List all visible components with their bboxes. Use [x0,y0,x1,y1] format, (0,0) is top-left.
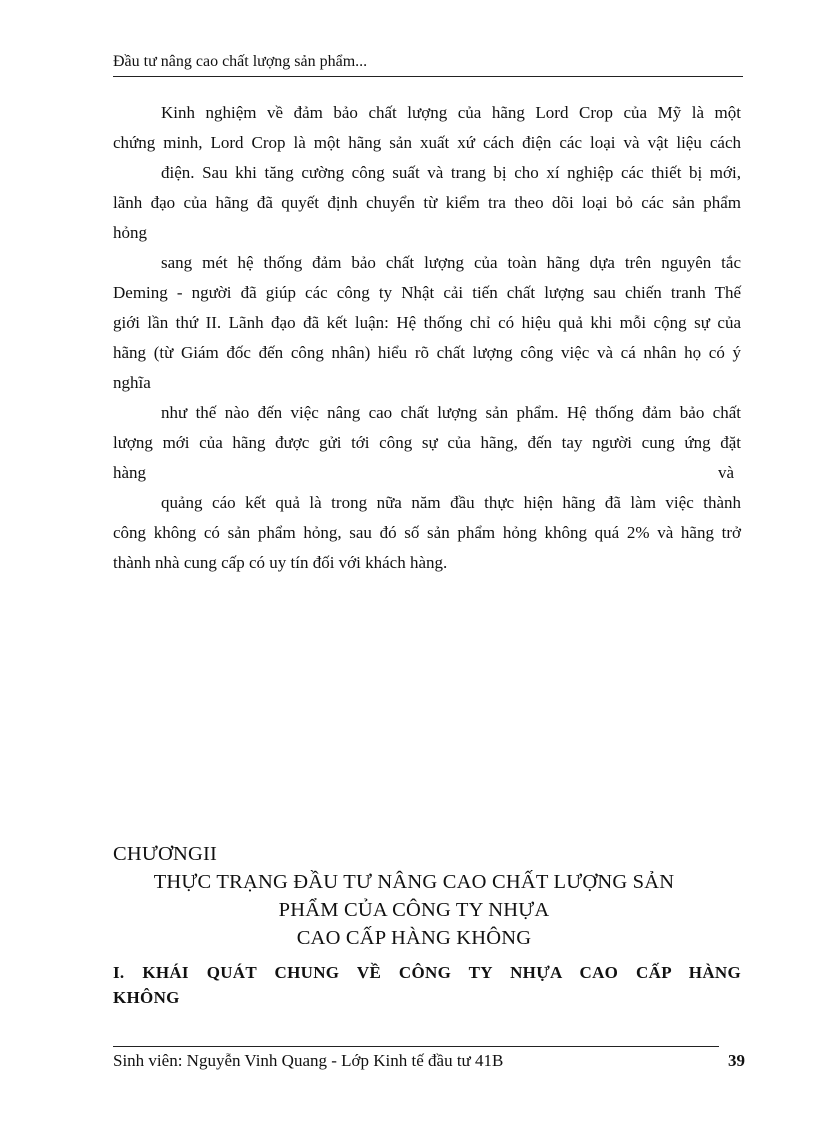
section-heading-line-1: I. KHÁI QUÁT CHUNG VỀ CÔNG TY NHỰA CAO CẤP HÀNG [113,963,741,982]
body-line-13: hàng [113,463,147,482]
body-line-4: lãnh đạo của hãng đã quyết định chuyển từ kiểm tra theo dõi loại bỏ các sản phẩm [113,193,741,212]
body-line-17: thành nhà cung cấp có uy tín đối với khách hàng. [113,553,448,572]
body-line-8: giới lần thứ II. Lãnh đạo đã kết luận: Hệ thống chỉ có hiệu quả khi mỗi cộng sự của [113,313,741,332]
section-heading-line-2: KHÔNG [113,988,180,1007]
header-divider [113,76,743,77]
running-header-title: Đầu tư nâng cao chất lượng sản phẩm... [113,53,368,70]
footer-student-info: Sinh viên: Nguyễn Vinh Quang - Lớp Kinh tế đầu tư 41B [113,1051,504,1070]
body-line-1: Kinh nghiệm về đảm bảo chất lượng của hãng Lord Crop của Mỹ là một [161,103,741,122]
body-line-9: hãng (từ Giám đốc đến công nhân) hiểu rõ chất lượng công việc và cá nhân họ có ý [113,343,741,362]
footer-divider [113,1046,719,1047]
body-line-11: như thế nào đến việc nâng cao chất lượng sản phẩm. Hệ thống đảm bảo chất [161,403,741,422]
body-line-12: lượng mới của hãng được gửi tới công sự của hãng, đến tay người cung ứng đặt [113,433,741,452]
body-line-2: chứng minh, Lord Crop là một hãng sản xuất xứ cách điện các loại và vật liệu cách [113,133,741,152]
chapter-number: CHƯƠNGII [113,843,218,865]
body-line-16: công không có sản phẩm hỏng, sau đó số sản phẩm hỏng không quá 2% và hãng trở [113,523,741,542]
body-line-10: nghĩa [113,373,151,392]
chapter-title-line-2: PHẨM CỦA CÔNG TY NHỰA [278,899,550,921]
body-line-14: và [718,463,735,482]
body-line-3: điện. Sau khi tăng cường công suất và trang bị cho xí nghiệp các thiết bị mới, [161,163,741,182]
body-line-5: hỏng [113,223,147,242]
body-line-7: Deming - người đã giúp các công ty Nhật cải tiến chất lượng sau chiến tranh Thế [113,283,741,302]
body-line-15: quảng cáo kết quả là trong nữa năm đầu thực hiện hãng đã làm việc thành [161,493,741,512]
chapter-title-line-3: CAO CẤP HÀNG KHÔNG [296,927,532,949]
body-line-6: sang mét hệ thống đảm bảo chất lượng của toàn hãng dựa trên nguyên tắc [161,253,741,272]
page-number: 39 [728,1051,745,1070]
chapter-title-line-1: THỰC TRẠNG ĐẦU TƯ NÂNG CAO CHẤT LƯỢNG SẢN [153,871,675,893]
